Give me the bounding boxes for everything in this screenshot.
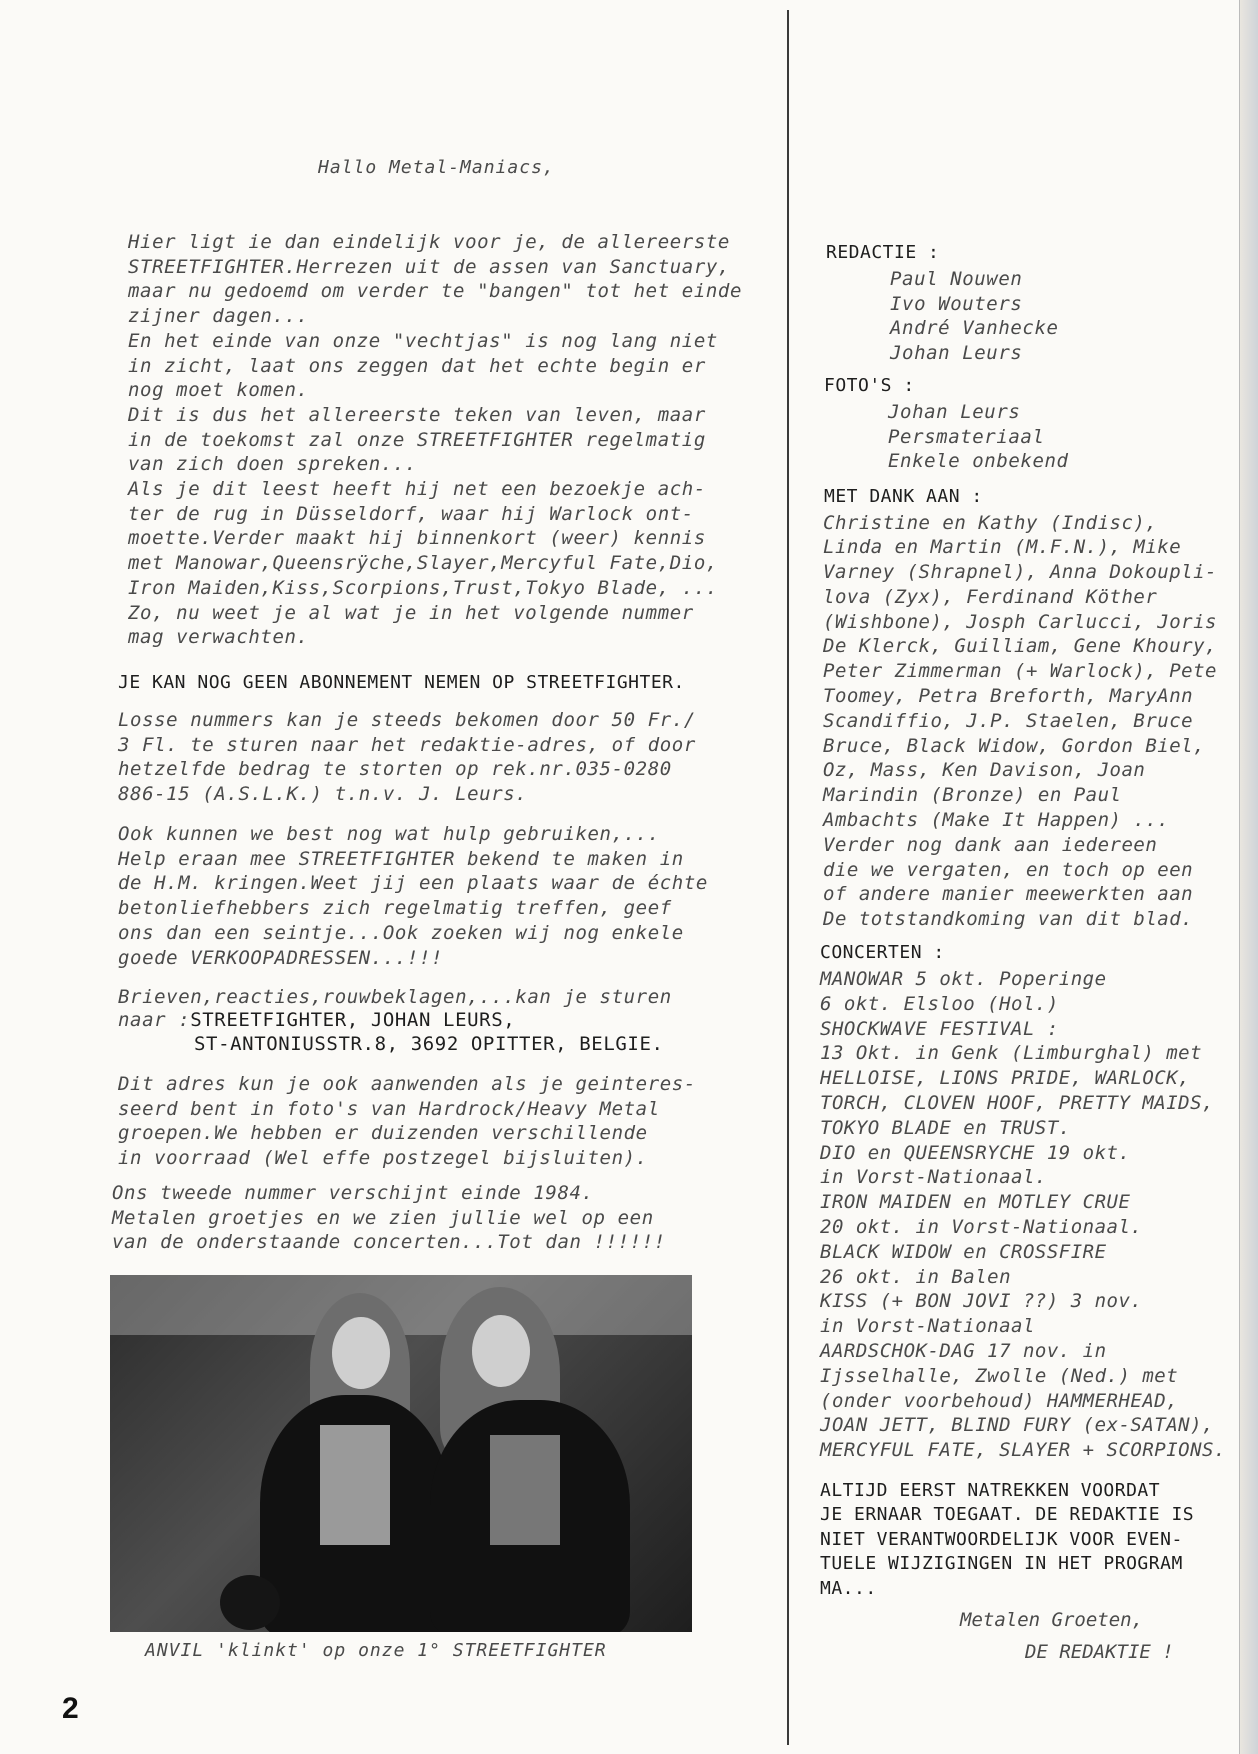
closing-paragraph: Ons tweede nummer verschijnt einde 1984. Metalen groetjes en we zien jullie wel op een van de onderstaande concerten...Tot dan !!!!!! (112, 1182, 666, 1254)
signoff-greeting: Metalen Groeten, (960, 1609, 1144, 1632)
redactie-names: Paul Nouwen Ivo Wouters André Vanhecke Johan Leurs (890, 268, 1059, 364)
letters-intro: Brieven,reacties,rouwbeklagen,...kan je sturen (118, 986, 672, 1008)
loose-issues-paragraph: Losse nummers kan je steeds bekomen door 50 Fr./ 3 Fl. te sturen naar het redaktie-adres, of door hetzelfde bedrag te storten op rek.nr.035-0280 886-15 (A.S.L.K.) t.n.v. J. Leurs. (118, 709, 696, 806)
signoff-redaktie: DE REDAKTIE ! (1025, 1641, 1174, 1664)
column-divider (787, 10, 789, 1745)
intro-paragraph: Hier ligt ie dan eindelijk voor je, de allereerste STREETFIGHTER.Herrezen uit de assen van Sanctuary, maar nu gedoemd om verder te "bangen" tot het einde zijner dagen... En het einde van onze "vechtjas" is nog lang niet in zicht, laat ons zeggen dat het echte begin er nog moet komen. Dit is dus het allereerste teken van leven, maar in de toekomst zal onze STREETFIGHTER regelmatig van zich doen spreken... Als je dit leest heeft hij net een bezoekje ach- ter de rug in Düsseldorf, waar hij Warlock ont- moette.Verder maakt hij binnenkort (weer) kennis met Manowar,Queensrÿche,Slayer,Mercyful Fate,Dio, Iron Maiden,Kiss,Scorpions,Trust,Tokyo Blade, ... Zo, nu weet je al wat je in het volgende nummer mag verwachten. (128, 231, 742, 649)
letters-naar: naar : (118, 1009, 191, 1031)
credits-column (820, 242, 1240, 1663)
dank-text: Christine en Kathy (Indisc), Linda en Martin (M.F.N.), Mike Varney (Shrapnel), Anna Dokoupli- lova (Zyx), Ferdinand Köther (Wishbone), Josph Carlucci, Joris De Klerck, Guilliam, Gene Khoury, Peter Zimmerman (+ Warlock), Pete Toomey, Petra Breforth, MaryAnn Scandiffio, J.P. Staelen, Bruce Bruce, Black Widow, Gordon Biel, Oz, Mass, Ken Davison, Joan Marindin (Bronze) en Paul Ambachts (Make It Happen) ... Verder nog dank aan iedereen die we vergaten, en toch op een of andere manier meewerkten aan De totstandkoming van dit blad. (823, 511, 1217, 931)
help-paragraph: Ook kunnen we best nog wat hulp gebruiken,... Help eraan mee STREETFIGHTER bekend te maken in de H.M. kringen.Weet jij een plaats waar de échte betonliefhebbers zich regelmatig treffen, geef ons dan een seintje...Ook zoeken wij nog enkele goede VERKOOPADRESSEN...!!! (118, 823, 708, 969)
redactie-heading: REDACTIE : (826, 242, 940, 263)
photo-caption: ANVIL 'klinkt' op onze 1° STREETFIGHTER (145, 1640, 607, 1661)
page-number: 2 (62, 1692, 79, 1725)
letters-block (118, 986, 758, 1055)
concerten-heading: CONCERTEN : (820, 942, 945, 964)
letters-address-line (118, 1009, 758, 1031)
address-line-2: ST-ANTONIUSSTR.8, 3692 OPITTER, BELGIE. (194, 1033, 664, 1055)
dank-heading: MET DANK AAN : (824, 485, 983, 507)
band-photo (110, 1275, 692, 1632)
disclaimer: ALTIJD EERST NATREKKEN VOORDAT JE ERNAAR TOEGAAT. DE REDAKTIE IS NIET VERANTWOORDELIJK VOOR EVEN- TUELE WIJZIGINGEN IN HET PROGRAM MA... (820, 1479, 1195, 1599)
page-edge-shadow (1240, 0, 1258, 1754)
concerten-text: MANOWAR 5 okt. Poperinge 6 okt. Elsloo (Hol.) SHOCKWAVE FESTIVAL : 13 Okt. in Genk (Limburghal) met HELLOISE, LIONS PRIDE, WARLOCK, TORCH, CLOVEN HOOF, PRETTY MAIDS, TOKYO BLADE en TRUST. DIO en QUEENSRYCHE 19 okt. in Vorst-Nationaal. IRON MAIDEN en MOTLEY CRUE 20 okt. in Vorst-Nationaal. BLACK WIDOW en CROSSFIRE 26 okt. in Balen KISS (+ BON JOVI ??) 3 nov. in Vorst-Nationaal AARDSCHOK-DAG 17 nov. in Ijsselhalle, Zwolle (Ned.) met (onder voorbehoud) HAMMERHEAD, JOAN JETT, BLIND FURY (ex-SATAN), MERCYFUL FATE, SLAYER + SCORPIONS. (820, 968, 1226, 1462)
fotos-heading: FOTO'S : (824, 375, 915, 396)
subscription-notice: JE KAN NOG GEEN ABONNEMENT NEMEN OP STREETFIGHTER. (118, 672, 685, 693)
address-line-1: STREETFIGHTER, JOHAN LEURS, (190, 1009, 516, 1031)
photos-note-paragraph: Dit adres kun je ook aanwenden als je geinteres- seerd bent in foto's van Hardrock/Heavy Metal groepen.We hebben er duizenden verschillende in voorraad (Wel effe postzegel bijsluiten). (118, 1073, 696, 1170)
greeting: Hallo Metal-Maniacs, (318, 157, 555, 178)
fotos-names: Johan Leurs Persmateriaal Enkele onbekend (888, 401, 1069, 472)
